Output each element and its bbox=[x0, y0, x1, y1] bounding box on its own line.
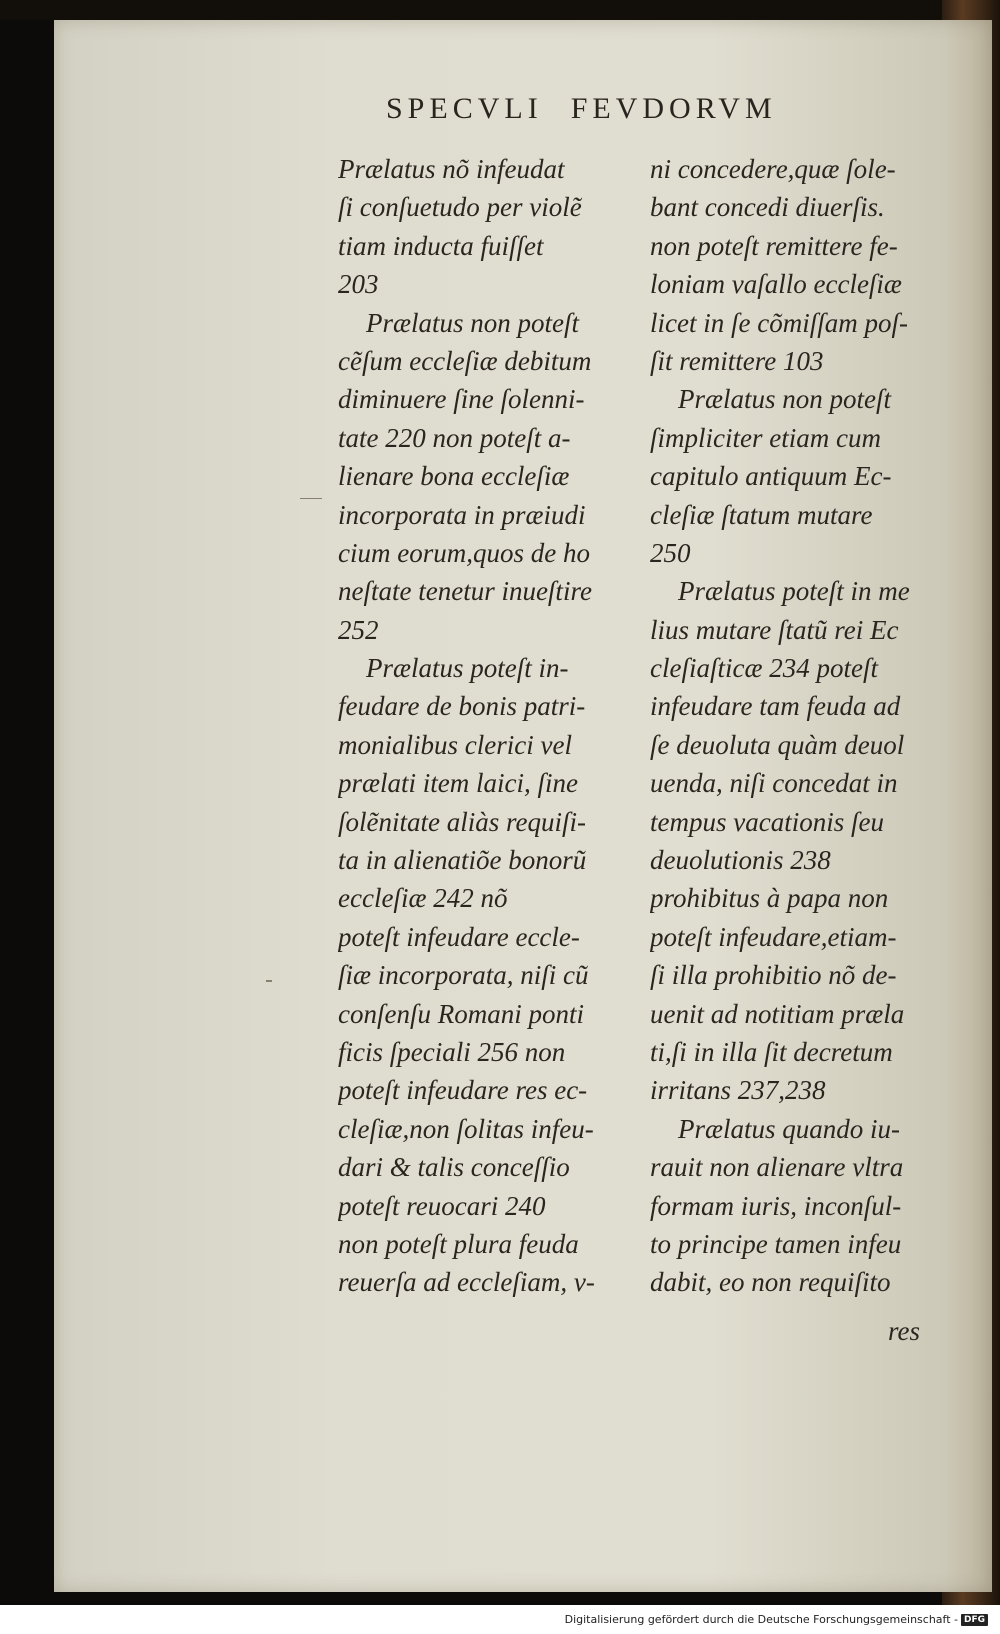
text-line: ſi conſuetudo per violẽ bbox=[338, 192, 582, 223]
text-line: licet in ſe cõmiſſam poſ- bbox=[650, 307, 908, 338]
text-line: dari & talis conceſſio bbox=[338, 1152, 570, 1183]
dfg-logo: DFG bbox=[961, 1614, 988, 1626]
footer-credit: Digitalisierung gefördert durch die Deutsche Forschungsgemeinschaft - bbox=[564, 1613, 958, 1626]
text-line: 203 bbox=[338, 269, 379, 300]
text-line: poteſt infeudare eccle- bbox=[338, 921, 580, 952]
scan-top-edge bbox=[0, 0, 1000, 20]
right-text-column bbox=[650, 150, 940, 1302]
text-line: conſenſu Romani ponti bbox=[338, 998, 584, 1029]
margin-mark bbox=[300, 498, 322, 499]
text-line: bant concedi diuerſis. bbox=[650, 192, 885, 223]
text-line: 250 bbox=[650, 537, 691, 568]
text-line: eccleſiæ 242 nõ bbox=[338, 883, 508, 914]
text-line: cium eorum,quos de ho bbox=[338, 537, 590, 568]
text-line: tempus vacationis ſeu bbox=[650, 806, 884, 837]
text-line: poteſt infeudare,etiam- bbox=[650, 921, 897, 952]
text-line: ni concedere,quæ ſole- bbox=[650, 154, 896, 184]
text-line: non poteſt plura feuda bbox=[338, 1228, 579, 1259]
text-line: neſtate tenetur inueſtire bbox=[338, 576, 592, 607]
text-line: lienare bona eccleſiæ bbox=[338, 461, 570, 492]
text-line: Prælatus poteſt in me bbox=[678, 576, 910, 607]
text-line: feudare de bonis patri- bbox=[338, 691, 586, 722]
text-line: cẽſum eccleſiæ debitum bbox=[338, 345, 592, 376]
text-line: ſolẽnitate aliàs requiſi- bbox=[338, 806, 586, 837]
text-line: diminuere ſine ſolenni- bbox=[338, 384, 585, 415]
text-line: poteſt infeudare res ec- bbox=[338, 1075, 588, 1106]
text-line: ſiæ incorporata, niſi cũ bbox=[338, 960, 589, 991]
text-line: infeudare tam feuda ad bbox=[650, 691, 901, 722]
text-line: ti,ſi in illa ſit decretum bbox=[650, 1036, 893, 1067]
header-word-2: FEVDORVM bbox=[570, 92, 777, 125]
text-line: cleſiæ ſtatum mutare bbox=[650, 499, 873, 530]
left-text-column bbox=[338, 150, 628, 1302]
text-line: Prælatus non poteſt bbox=[678, 384, 892, 415]
text-line: cleſiæ,non ſolitas infeu- bbox=[338, 1113, 594, 1144]
text-line: poteſt reuocari 240 bbox=[338, 1190, 546, 1221]
text-line: incorporata in præiudi bbox=[338, 499, 586, 530]
text-line: deuolutionis 238 bbox=[650, 845, 831, 876]
text-line: reuerſa ad eccleſiam, v- bbox=[338, 1267, 595, 1298]
text-line: non poteſt remittere fe- bbox=[650, 230, 898, 261]
text-line: ſi illa prohibitio nõ de- bbox=[650, 960, 897, 991]
text-line: loniam vaſallo eccleſiæ bbox=[650, 269, 902, 300]
text-line: uenit ad notitiam præla bbox=[650, 998, 905, 1029]
text-line: monialibus clerici vel bbox=[338, 729, 572, 760]
text-line: uenda, niſi concedat in bbox=[650, 768, 898, 799]
text-line: tate 220 non poteſt a- bbox=[338, 422, 571, 453]
text-line: lius mutare ſtatũ rei Ec bbox=[650, 614, 899, 645]
text-line: cleſiaſticæ 234 poteſt bbox=[650, 653, 878, 684]
text-line: irritans 237,238 bbox=[650, 1075, 826, 1106]
text-line: tiam inducta fuiſſet bbox=[338, 230, 544, 261]
text-line: 252 bbox=[338, 614, 379, 645]
digitization-footer bbox=[0, 1605, 1000, 1634]
text-line: Prælatus quando iu- bbox=[678, 1113, 901, 1144]
text-line: ſit remittere 103 bbox=[650, 345, 824, 376]
header-word-1: SPECVLI bbox=[386, 92, 543, 125]
text-line: prohibitus à papa non bbox=[650, 883, 889, 914]
text-line: Prælatus poteſt in- bbox=[366, 653, 569, 684]
text-line: to principe tamen infeu bbox=[650, 1228, 902, 1259]
text-line: ſe deuoluta quàm deuol bbox=[650, 729, 905, 760]
text-line: Prælatus nõ infeudat bbox=[338, 154, 565, 184]
text-line: dabit, eo non requiſito bbox=[650, 1267, 891, 1298]
text-line: ficis ſpeciali 256 non bbox=[338, 1036, 566, 1067]
text-line: Prælatus non poteſt bbox=[366, 307, 580, 338]
text-line: formam iuris, inconſul- bbox=[650, 1190, 902, 1221]
running-header bbox=[386, 92, 826, 132]
text-line: ta in alienatiõe bonorũ bbox=[338, 845, 587, 876]
text-line: capitulo antiquum Ec- bbox=[650, 461, 892, 492]
catchword: res bbox=[888, 1316, 920, 1346]
text-line: ſimpliciter etiam cum bbox=[650, 422, 881, 453]
text-line: prælati item laici, ſine bbox=[338, 768, 578, 799]
margin-mark bbox=[266, 980, 272, 982]
text-line: rauit non alienare vltra bbox=[650, 1152, 904, 1183]
